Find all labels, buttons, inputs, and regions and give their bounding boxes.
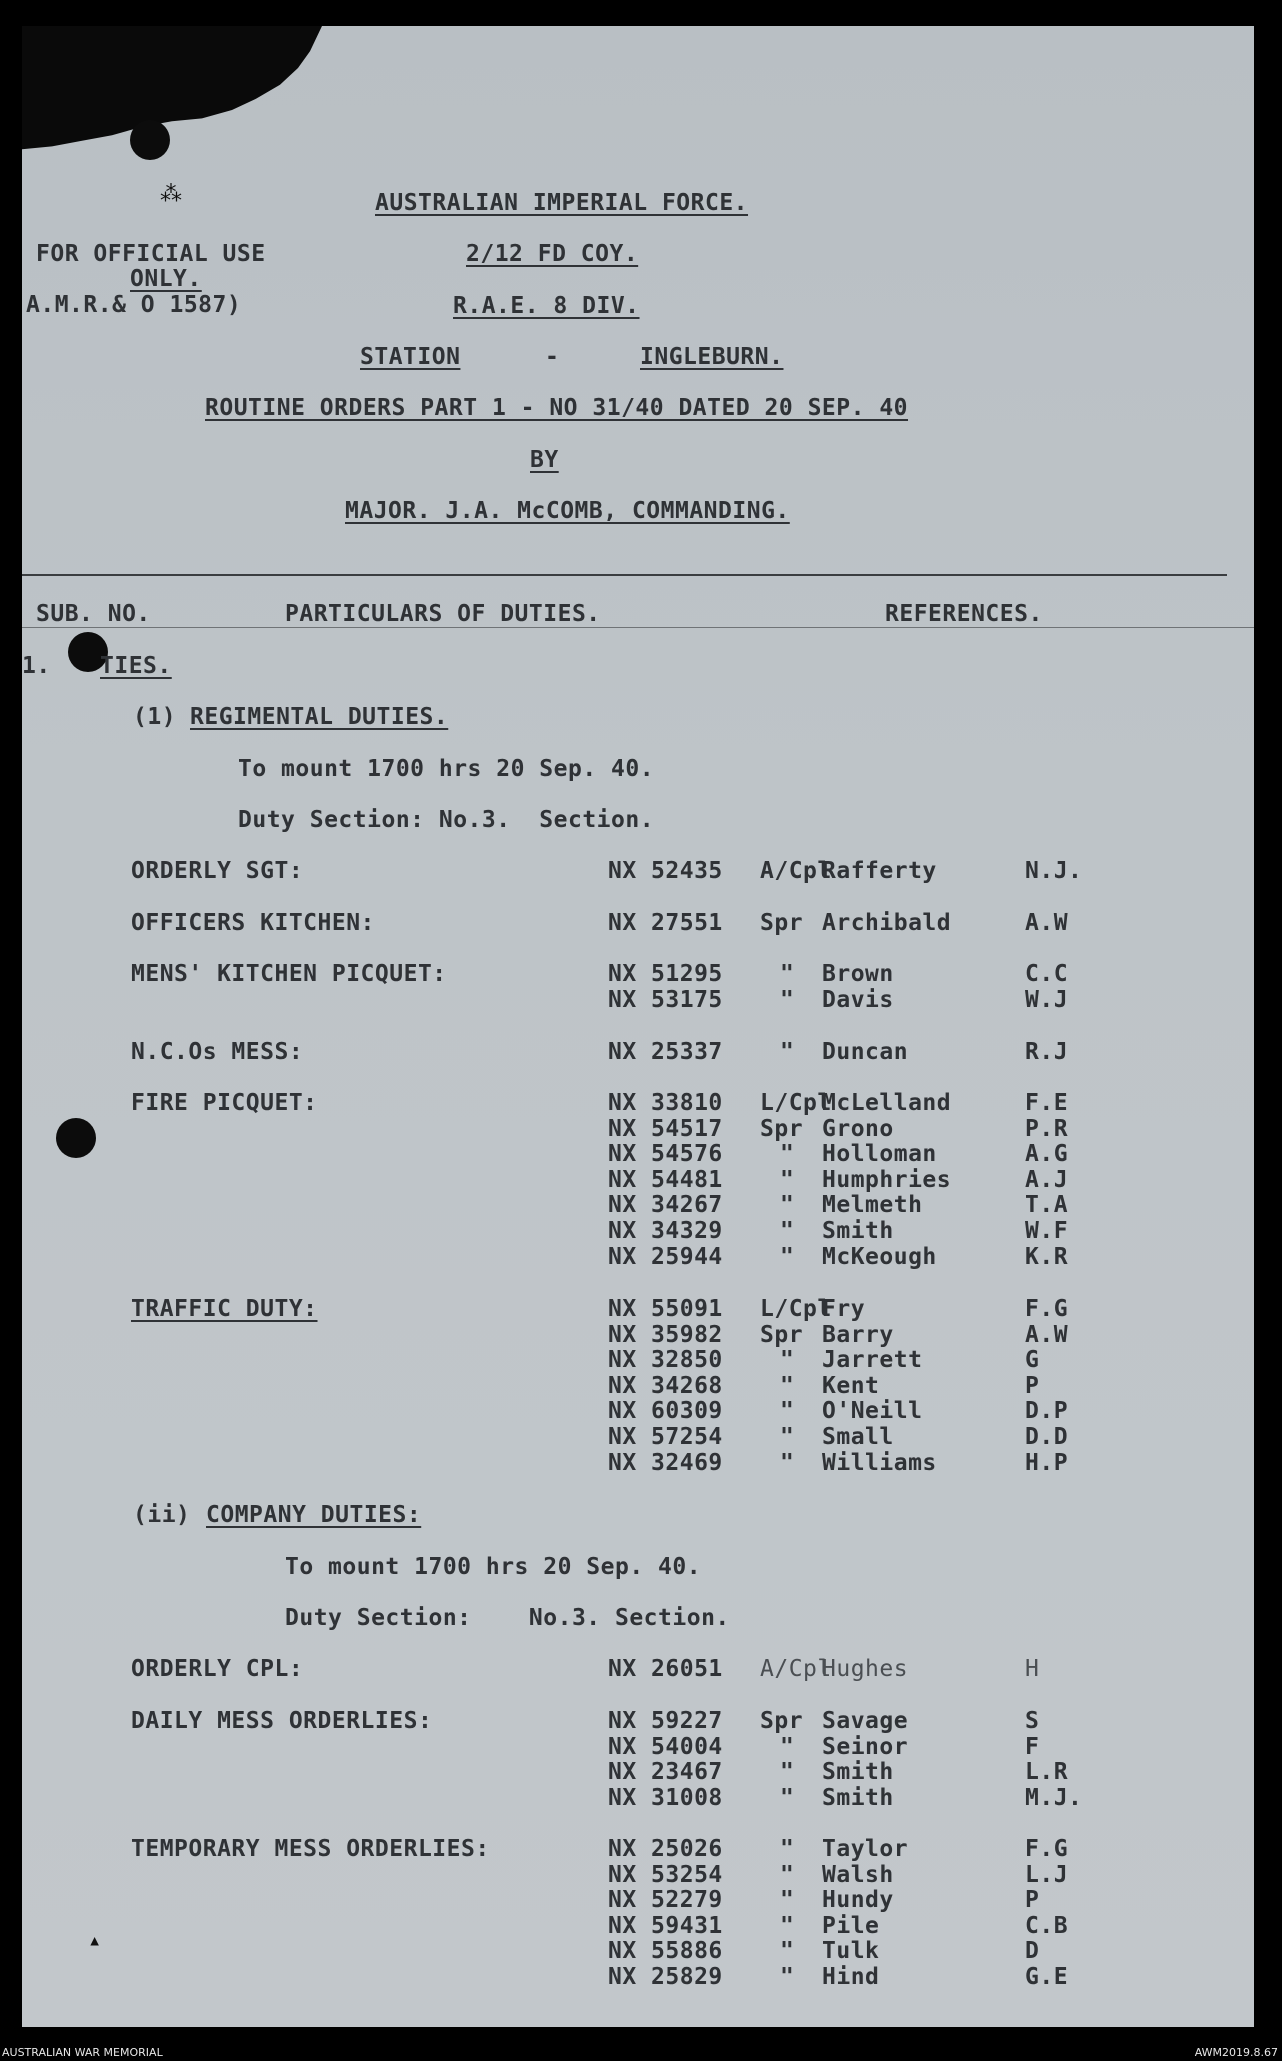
service-number: NX 34329 xyxy=(608,1218,723,1244)
surname: Archibald xyxy=(822,910,952,936)
section-title: TIES. xyxy=(100,653,172,679)
official-use-line1: FOR OFFICIAL USE xyxy=(36,241,266,267)
rank: " xyxy=(780,1759,795,1786)
station-label: STATION xyxy=(360,344,461,370)
initials: N.J. xyxy=(1025,858,1083,884)
service-number: NX 53175 xyxy=(608,986,723,1013)
surname: Brown xyxy=(822,961,894,987)
divider-rule xyxy=(22,574,1227,576)
rank: Spr xyxy=(760,1321,804,1348)
rank: L/Cpl xyxy=(760,1296,832,1322)
duty-label: TEMPORARY MESS ORDERLIES: xyxy=(131,1836,490,1862)
surname: Duncan xyxy=(822,1039,909,1065)
rank: " xyxy=(780,1938,795,1965)
service-number: NX 25829 xyxy=(608,1964,723,1990)
rank: Spr xyxy=(760,1115,804,1142)
initials: H xyxy=(1025,1656,1040,1682)
surname: Seinor xyxy=(822,1733,909,1760)
service-number: NX 34267 xyxy=(608,1192,723,1219)
service-number: NX 60309 xyxy=(608,1398,723,1425)
surname: Pile xyxy=(822,1912,880,1939)
company-number: (ii) xyxy=(133,1502,191,1528)
rank: " xyxy=(780,1912,795,1939)
service-number: NX 54481 xyxy=(608,1166,723,1193)
rank: A/Cpl xyxy=(760,858,832,884)
rank: " xyxy=(780,1347,795,1374)
rank: " xyxy=(780,1243,795,1270)
rank: " xyxy=(780,1166,795,1193)
commander-line: MAJOR. J.A. McCOMB, COMMANDING. xyxy=(345,498,790,524)
company-title: COMPANY DUTIES: xyxy=(206,1502,422,1528)
rank: " xyxy=(780,986,795,1013)
rank: " xyxy=(780,1861,795,1888)
surname: Taylor xyxy=(822,1836,909,1862)
regimental-duty-section: Duty Section: No.3. Section. xyxy=(238,807,655,833)
surname: Hughes xyxy=(822,1656,909,1682)
by-line: BY xyxy=(530,447,559,473)
duty-label: N.C.Os MESS: xyxy=(131,1039,304,1065)
service-number: NX 59227 xyxy=(608,1708,723,1734)
initials: F.G xyxy=(1025,1296,1069,1322)
initials: G xyxy=(1025,1347,1040,1374)
service-number: NX 33810 xyxy=(608,1090,723,1116)
org-heading: AUSTRALIAN IMPERIAL FORCE. xyxy=(375,190,749,216)
initials: G.E xyxy=(1025,1964,1069,1990)
col-particulars: PARTICULARS OF DUTIES. xyxy=(285,601,601,627)
service-number: NX 53254 xyxy=(608,1861,723,1888)
surname: Fry xyxy=(822,1296,866,1322)
col-sub-no: SUB. NO. xyxy=(36,601,151,627)
service-number: NX 57254 xyxy=(608,1424,723,1450)
punch-hole xyxy=(56,1118,96,1158)
initials: A.W xyxy=(1025,1321,1069,1348)
catalogue-number: AWM2019.8.67 xyxy=(1194,2046,1278,2059)
surname: Savage xyxy=(822,1708,909,1734)
service-number: NX 26051 xyxy=(608,1656,723,1682)
service-number: NX 51295 xyxy=(608,961,723,987)
initials: F.G xyxy=(1025,1836,1069,1862)
surname: Grono xyxy=(822,1115,894,1142)
initials: H.P xyxy=(1025,1449,1069,1476)
surname: Walsh xyxy=(822,1861,894,1888)
service-number: NX 27551 xyxy=(608,910,723,936)
official-use-line2: ONLY. xyxy=(130,266,202,292)
ink-speck: ⁂ xyxy=(160,182,182,207)
initials: M.J. xyxy=(1025,1784,1083,1811)
official-use-line3: A.M.R.& O 1587) xyxy=(26,292,242,318)
surname: Barry xyxy=(822,1321,894,1348)
rank: " xyxy=(780,1039,795,1065)
station-dash: - xyxy=(545,344,560,370)
service-number: NX 55886 xyxy=(608,1938,723,1965)
station-name: INGLEBURN. xyxy=(640,344,784,370)
service-number: NX 52435 xyxy=(608,858,723,884)
initials: D.D xyxy=(1025,1424,1069,1450)
initials: R.J xyxy=(1025,1039,1069,1065)
archive-credit: AUSTRALIAN WAR MEMORIAL xyxy=(2,2046,163,2059)
initials: W.J xyxy=(1025,986,1069,1013)
rank: " xyxy=(780,1887,795,1914)
initials: L.R xyxy=(1025,1759,1069,1786)
rank: " xyxy=(780,1784,795,1811)
surname: Humphries xyxy=(822,1166,952,1193)
surname: Hind xyxy=(822,1964,880,1990)
surname: Williams xyxy=(822,1449,937,1476)
surname: Holloman xyxy=(822,1141,937,1168)
rank: " xyxy=(780,961,795,987)
initials: L.J xyxy=(1025,1861,1069,1888)
rank: " xyxy=(780,1733,795,1760)
surname: Rafferty xyxy=(822,858,937,884)
surname: Kent xyxy=(822,1372,880,1399)
surname: O'Neill xyxy=(822,1398,923,1425)
service-number: NX 59431 xyxy=(608,1912,723,1939)
regimental-title: REGIMENTAL DUTIES. xyxy=(190,704,449,730)
regimental-mount: To mount 1700 hrs 20 Sep. 40. xyxy=(238,756,655,782)
service-number: NX 32469 xyxy=(608,1449,723,1476)
corps-heading: R.A.E. 8 DIV. xyxy=(453,293,640,319)
duty-label: ORDERLY CPL: xyxy=(131,1656,304,1682)
service-number: NX 34268 xyxy=(608,1372,723,1399)
duty-label: ORDERLY SGT: xyxy=(131,858,304,884)
duty-label: DAILY MESS ORDERLIES: xyxy=(131,1708,433,1734)
service-number: NX 55091 xyxy=(608,1296,723,1322)
duty-label: OFFICERS KITCHEN: xyxy=(131,910,375,936)
rank: " xyxy=(780,1964,795,1990)
company-duty-section: Duty Section: No.3. Section. xyxy=(285,1605,730,1631)
rank: " xyxy=(780,1192,795,1219)
duty-label: TRAFFIC DUTY: xyxy=(131,1296,318,1322)
service-number: NX 54517 xyxy=(608,1115,723,1142)
rank: Spr xyxy=(760,1708,804,1734)
col-references: REFERENCES. xyxy=(885,601,1043,627)
initials: D.P xyxy=(1025,1398,1069,1425)
surname: Smith xyxy=(822,1218,894,1244)
initials: P.R xyxy=(1025,1115,1069,1142)
initials: A.W xyxy=(1025,910,1069,936)
ink-speck: ▴ xyxy=(88,1928,102,1953)
initials: P xyxy=(1025,1887,1040,1914)
service-number: NX 23467 xyxy=(608,1759,723,1786)
surname: Smith xyxy=(822,1784,894,1811)
surname: McKeough xyxy=(822,1243,937,1270)
rank: " xyxy=(780,1398,795,1425)
rank: " xyxy=(780,1424,795,1450)
service-number: NX 31008 xyxy=(608,1784,723,1811)
surname: Davis xyxy=(822,986,894,1013)
header-underline xyxy=(22,627,1254,628)
service-number: NX 35982 xyxy=(608,1321,723,1348)
rank: " xyxy=(780,1836,795,1862)
surname: McLelland xyxy=(822,1090,952,1116)
service-number: NX 25337 xyxy=(608,1039,723,1065)
initials: A.J xyxy=(1025,1166,1069,1193)
punch-hole xyxy=(130,120,170,160)
surname: Smith xyxy=(822,1759,894,1786)
surname: Jarrett xyxy=(822,1347,923,1374)
section-number: 1. xyxy=(22,653,51,679)
rank: " xyxy=(780,1218,795,1244)
surname: Tulk xyxy=(822,1938,880,1965)
initials: F.E xyxy=(1025,1090,1069,1116)
surname: Hundy xyxy=(822,1887,894,1914)
rank: A/Cpl xyxy=(760,1656,832,1682)
rank: Spr xyxy=(760,910,804,936)
surname: Melmeth xyxy=(822,1192,923,1219)
service-number: NX 25944 xyxy=(608,1243,723,1270)
initials: W.F xyxy=(1025,1218,1069,1244)
initials: A.G xyxy=(1025,1141,1069,1168)
initials: D xyxy=(1025,1938,1040,1965)
initials: C.B xyxy=(1025,1912,1069,1939)
initials: T.A xyxy=(1025,1192,1069,1219)
service-number: NX 54004 xyxy=(608,1733,723,1760)
surname: Small xyxy=(822,1424,894,1450)
service-number: NX 52279 xyxy=(608,1887,723,1914)
service-number: NX 25026 xyxy=(608,1836,723,1862)
initials: K.R xyxy=(1025,1243,1069,1270)
duty-label: MENS' KITCHEN PICQUET: xyxy=(131,961,447,987)
company-mount: To mount 1700 hrs 20 Sep. 40. xyxy=(285,1554,702,1580)
regimental-number: (1) xyxy=(133,704,177,730)
initials: C.C xyxy=(1025,961,1069,987)
service-number: NX 32850 xyxy=(608,1347,723,1374)
orders-title: ROUTINE ORDERS PART 1 - NO 31/40 DATED 20 SEP. 40 xyxy=(205,395,909,421)
rank: " xyxy=(780,1449,795,1476)
rank: " xyxy=(780,1141,795,1168)
rank: " xyxy=(780,1372,795,1399)
initials: F xyxy=(1025,1733,1040,1760)
initials: S xyxy=(1025,1708,1040,1734)
rank: L/Cpl xyxy=(760,1090,832,1116)
service-number: NX 54576 xyxy=(608,1141,723,1168)
duty-label: FIRE PICQUET: xyxy=(131,1090,318,1116)
unit-heading: 2/12 FD COY. xyxy=(466,241,639,267)
initials: P xyxy=(1025,1372,1040,1399)
